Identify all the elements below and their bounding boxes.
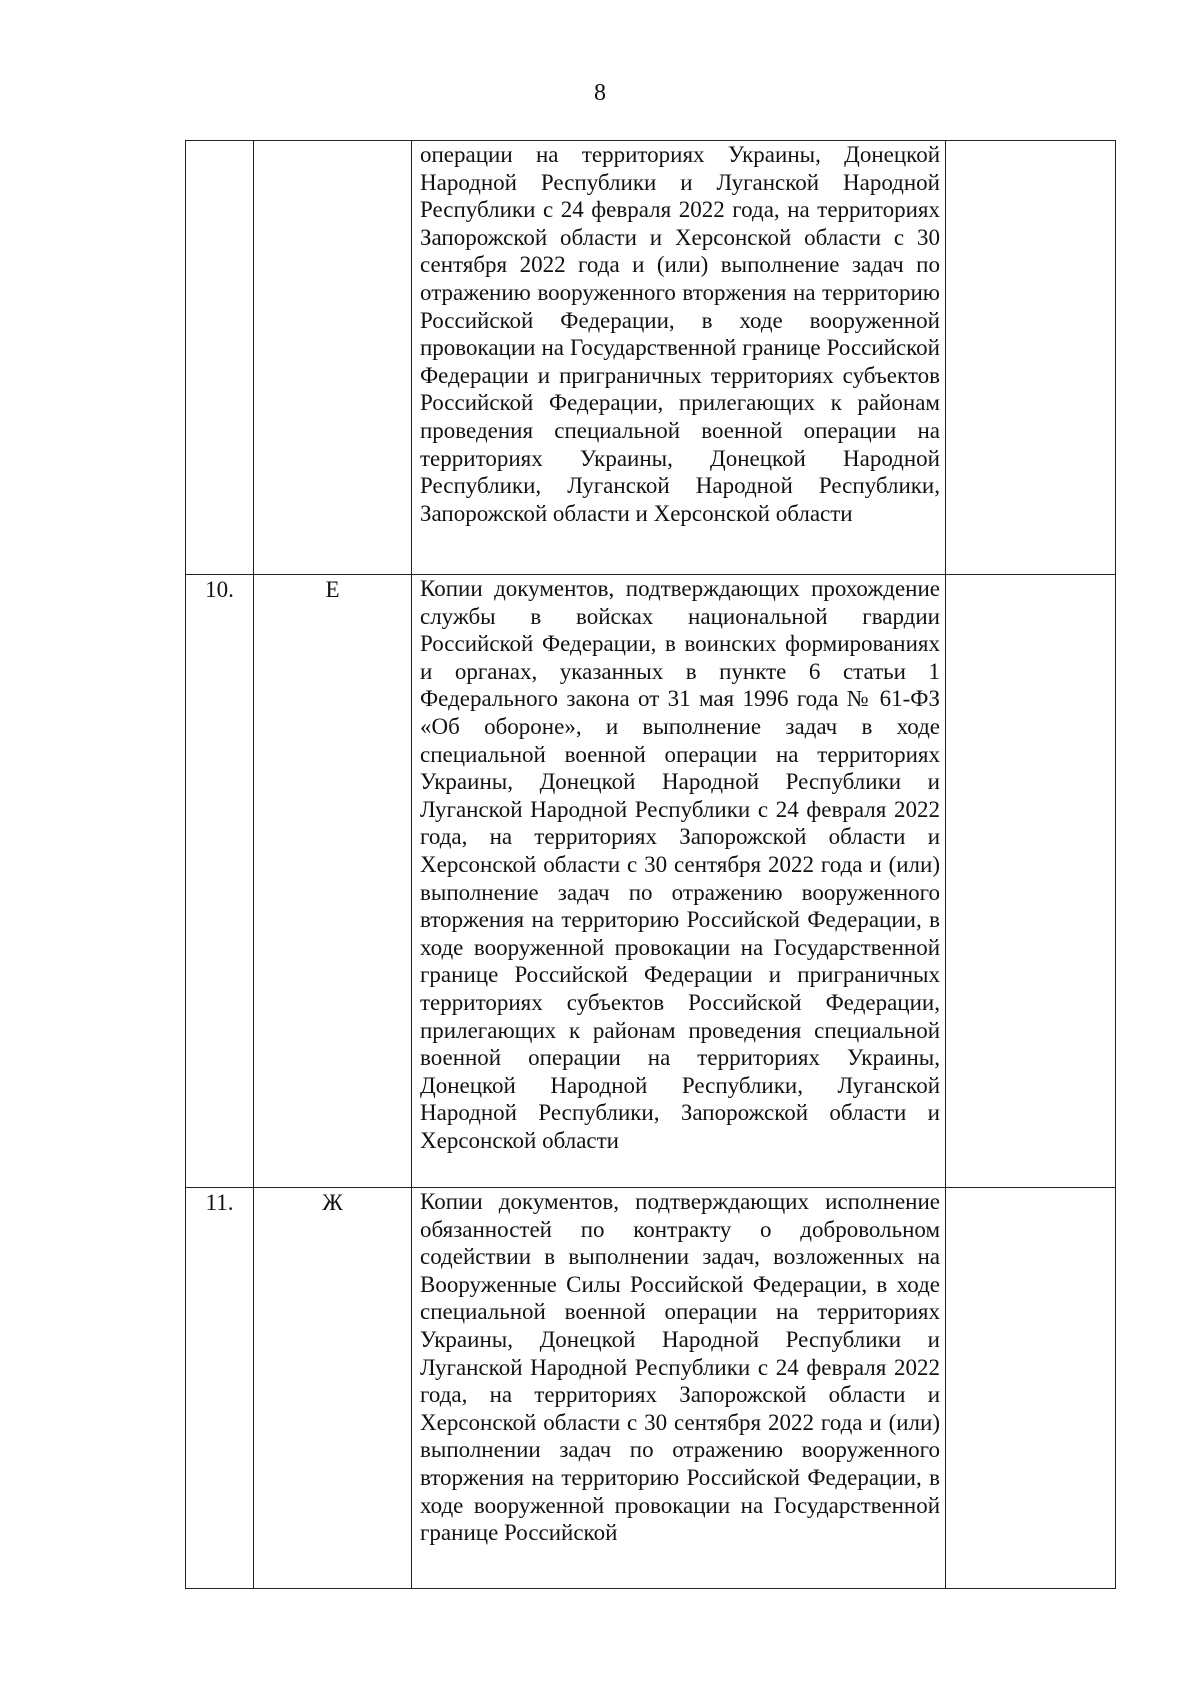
row-code-cell xyxy=(254,141,412,575)
documents-table xyxy=(185,140,1116,1589)
page-number: 8 xyxy=(594,80,606,106)
row-description-cell: операции на территориях Украины, Донецкой Народной Республики и Луганской Народной Республики с 24 февраля 2022 года, на территориях Запорожской области и Херсонской области с 30 сентября 2022 года и (или) выполнение задач по отражению вооруженного вторжения на территорию Российской Федерации, в ходе вооруженной провокации на Государственной границе Российской Федерации и приграничных территориях субъектов Российской Федерации, прилегающих к районам проведения специальной военной операции на территориях Украины, Донецкой Народной Республики, Луганской Народной Республики, Запорожской области и Херсонской области xyxy=(412,141,946,575)
row-note-cell xyxy=(946,141,1116,575)
row-note-cell xyxy=(946,575,1116,1188)
row-number-cell: 11. xyxy=(186,1188,254,1589)
row-number-cell: 10. xyxy=(186,575,254,1188)
table-row xyxy=(186,1188,1116,1589)
row-code-cell: Ж xyxy=(254,1188,412,1589)
table-row xyxy=(186,575,1116,1188)
row-code-cell: Е xyxy=(254,575,412,1188)
row-description-cell: Копии документов, подтверждающих прохождение службы в войсках национальной гвардии Российской Федерации, в воинских формированиях и органах, указанных в пункте 6 статьи 1 Федерального закона от 31 мая 1996 года № 61-ФЗ «Об обороне», и выполнение задач в ходе специальной военной операции на территориях Украины, Донецкой Народной Республики и Луганской Народной Республики с 24 февраля 2022 года, на территориях Запорожской области и Херсонской области с 30 сентября 2022 года и (или) выполнение задач по отражению вооруженного вторжения на территорию Российской Федерации, в ходе вооруженной провокации на Государственной границе Российской Федерации и приграничных территориях субъектов Российской Федерации, прилегающих к районам проведения специальной военной операции на территориях Украины, Донецкой Народной Республики, Луганской Народной Республики, Запорожской области и Херсонской области xyxy=(412,575,946,1188)
table-row xyxy=(186,141,1116,575)
row-description-cell: Копии документов, подтверждающих исполнение обязанностей по контракту о добровольном содействии в выполнении задач, возложенных на Вооруженные Силы Российской Федерации, в ходе специальной военной операции на территориях Украины, Донецкой Народной Республики и Луганской Народной Республики с 24 февраля 2022 года, на территориях Запорожской области и Херсонской области с 30 сентября 2022 года и (или) выполнении задач по отражению вооруженного вторжения на территорию Российской Федерации, в ходе вооруженной провокации на Государственной границе Российской xyxy=(412,1188,946,1589)
row-note-cell xyxy=(946,1188,1116,1589)
row-number-cell xyxy=(186,141,254,575)
